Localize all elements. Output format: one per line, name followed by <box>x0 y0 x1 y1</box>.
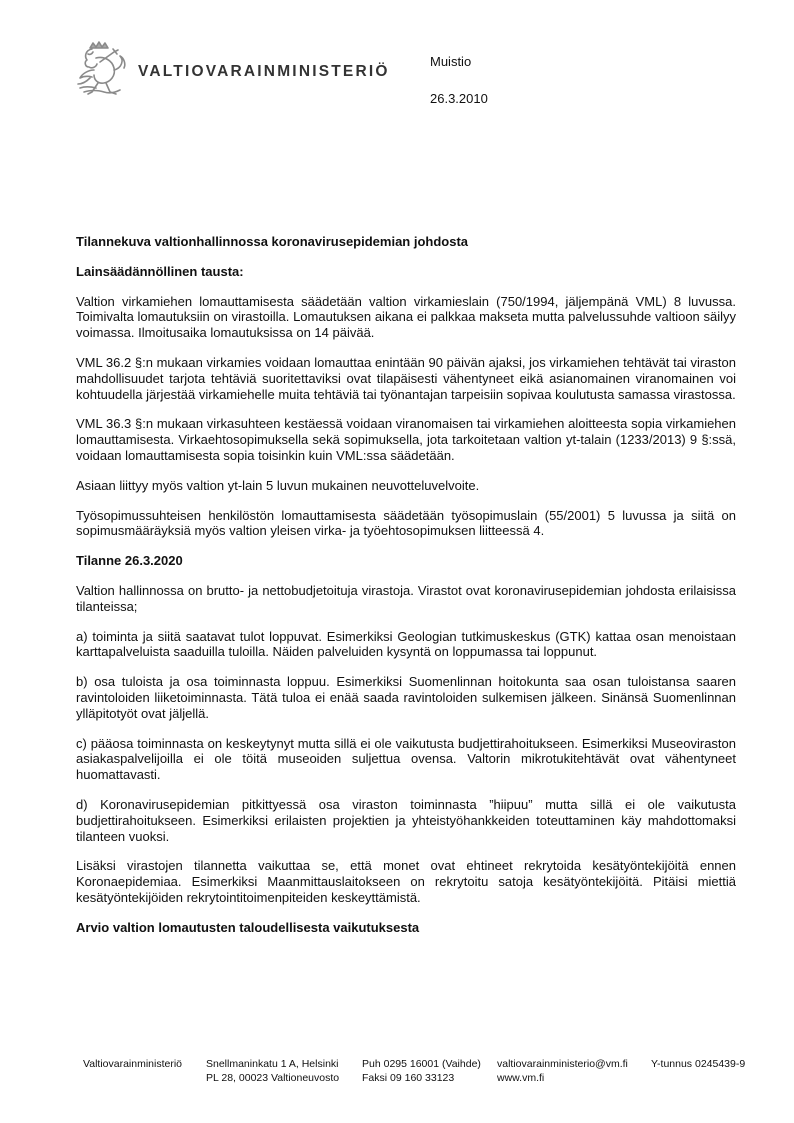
footer-phone: Puh 0295 16001 (Vaihde) <box>362 1058 481 1070</box>
footer-contact <box>497 1057 628 1085</box>
footer-business-id-block <box>651 1057 745 1071</box>
paragraph: c) pääosa toiminnasta on keskeytynyt mutta sillä ei ole vaikutusta budjettirahoitukseen. Esimerkiksi Museoviraston asiakaspalvelijoilla ei ole töitä museoiden suljettua ovensa. Valtorin mikrotukitehtävät ovat vähentyneet huomattavasti. <box>76 735 736 783</box>
paragraph: VML 36.3 §:n mukaan virkasuhteen kestäessä voidaan viranomaisen tai virkamiehen aloitteesta sopia virkamiehen lomauttamisesta. Virkaehtosopimuksella sekä sopimuksella, jota tarkoitetaan valtion yt-talain (1233/2013) 9 §:ssä, voidaan lomauttamisesta sopia toisinkin kuin VML:ssa säädetään. <box>76 416 736 463</box>
section-heading-situation: Tilanne 26.3.2020 <box>76 553 183 569</box>
footer-address-line1: Snellmaninkatu 1 A, Helsinki <box>206 1058 339 1070</box>
document-date: 26.3.2010 <box>430 91 488 106</box>
ministry-lion-logo-icon <box>70 40 130 100</box>
paragraph: Työsopimussuhteisen henkilöstön lomauttamisesta säädetään työsopimuslain (55/2001) 5 luvussa ja siitä on sopimusmääräyksiä myös valtion yleisen virka- ja työehtosopimuksen liitteessä 4. <box>76 507 736 539</box>
footer-address-line2: PL 28, 00023 Valtioneuvosto <box>206 1072 340 1084</box>
paragraph: a) toiminta ja siitä saatavat tulot loppuvat. Esimerkiksi Geologian tutkimuskeskus (GTK) kattaa osan menoistaan karttapalveluista saaduilla tuloilla. Näiden palveluiden kysyntä on loppumassa tai loppunut. <box>76 628 736 660</box>
footer-web: www.vm.fi <box>497 1072 545 1084</box>
footer-fax: Faksi 09 160 33123 <box>362 1072 455 1084</box>
paragraph: Valtion hallinnossa on brutto- ja nettobudjetoituja virastoja. Virastot ovat koronavirusepidemian johdosta erilaisissa tilanteissa; <box>76 582 736 614</box>
footer-address <box>206 1057 339 1085</box>
footer-org-name: Valtiovarainministeriö <box>83 1058 183 1070</box>
paragraph: Asiaan liittyy myös valtion yt-lain 5 luvun mukainen neuvotteluvelvoite. <box>76 477 480 493</box>
paragraph: d) Koronavirusepidemian pitkittyessä osa viraston toiminnasta ”hiipuu” mutta sillä ei ole vaikutusta budjettirahoitukseen. Esimerkiksi erilaisten projektien ja yhteistyöhankkeiden toteuttaminen käy mahdottomaksi tilanteen vuoksi. <box>76 796 736 844</box>
memo-content <box>76 234 736 950</box>
paragraph: VML 36.2 §:n mukaan virkamies voidaan lomauttaa enintään 90 päivän ajaksi, jos virkamiehen tehtävät tai viraston mahdollisuudet tarjota tehtäviä suoritettaviksi ovat tilapäisesti vähentyneet eikä asianomainen viranomainen voi kohtuudella järjestää virkamiehelle muita tehtäviä tai työnantajan tarpeisiin sopivaa koulutusta samassa virastossa. <box>76 354 736 402</box>
document-type: Muistio <box>430 54 472 69</box>
footer-business-id: Y-tunnus 0245439-9 <box>651 1058 746 1070</box>
footer-org <box>83 1057 182 1071</box>
section-heading-legal-background: Lainsäädännöllinen tausta: <box>76 263 244 279</box>
footer-phone-fax <box>362 1057 481 1085</box>
section-heading-economic-impact: Arvio valtion lomautusten taloudellisesta vaikutuksesta <box>76 919 420 935</box>
paragraph: b) osa tuloista ja osa toiminnasta loppuu. Esimerkiksi Suomenlinnan hoitokunta saa osan tuloistansa saaren ravintoloiden liiketoiminnasta. Tätä tuloa ei enää saada ravintoloiden sulkemisen jälkeen. Sinänsä Suomenlinnan ylläpitotyöt ovat jäljellä. <box>76 674 736 721</box>
footer-email: valtiovarainministerio@vm.fi <box>497 1058 628 1070</box>
paragraph: Valtion virkamiehen lomauttamisesta säädetään valtion virkamieslain (750/1994, jäljempänä VML) 8 luvussa. Toimivalta lomautuksiin on virastoilla. Lomautuksen aikana ei palkkaa makseta mutta palvelussuhde valtioon säilyy voimassa. Ilmoitusaika lomautuksissa on 14 päivää. <box>76 293 736 341</box>
ministry-name: VALTIOVARAINMINISTERIÖ <box>138 63 390 80</box>
memo-title: Tilannekuva valtionhallinnossa koronavirusepidemian johdosta <box>76 234 469 249</box>
paragraph: Lisäksi virastojen tilannetta vaikuttaa se, että monet ovat ehtineet rekrytoida kesätyöntekijöitä ennen Koronaepidemiaa. Esimerkiksi Maanmittauslaitokseen on rekrytoitu satoja kesätyöntekijöitä. Pitäisi miettiä kesätyöntekijöiden rekrytointitoimenpiteiden keskeyttämistä. <box>76 858 736 905</box>
